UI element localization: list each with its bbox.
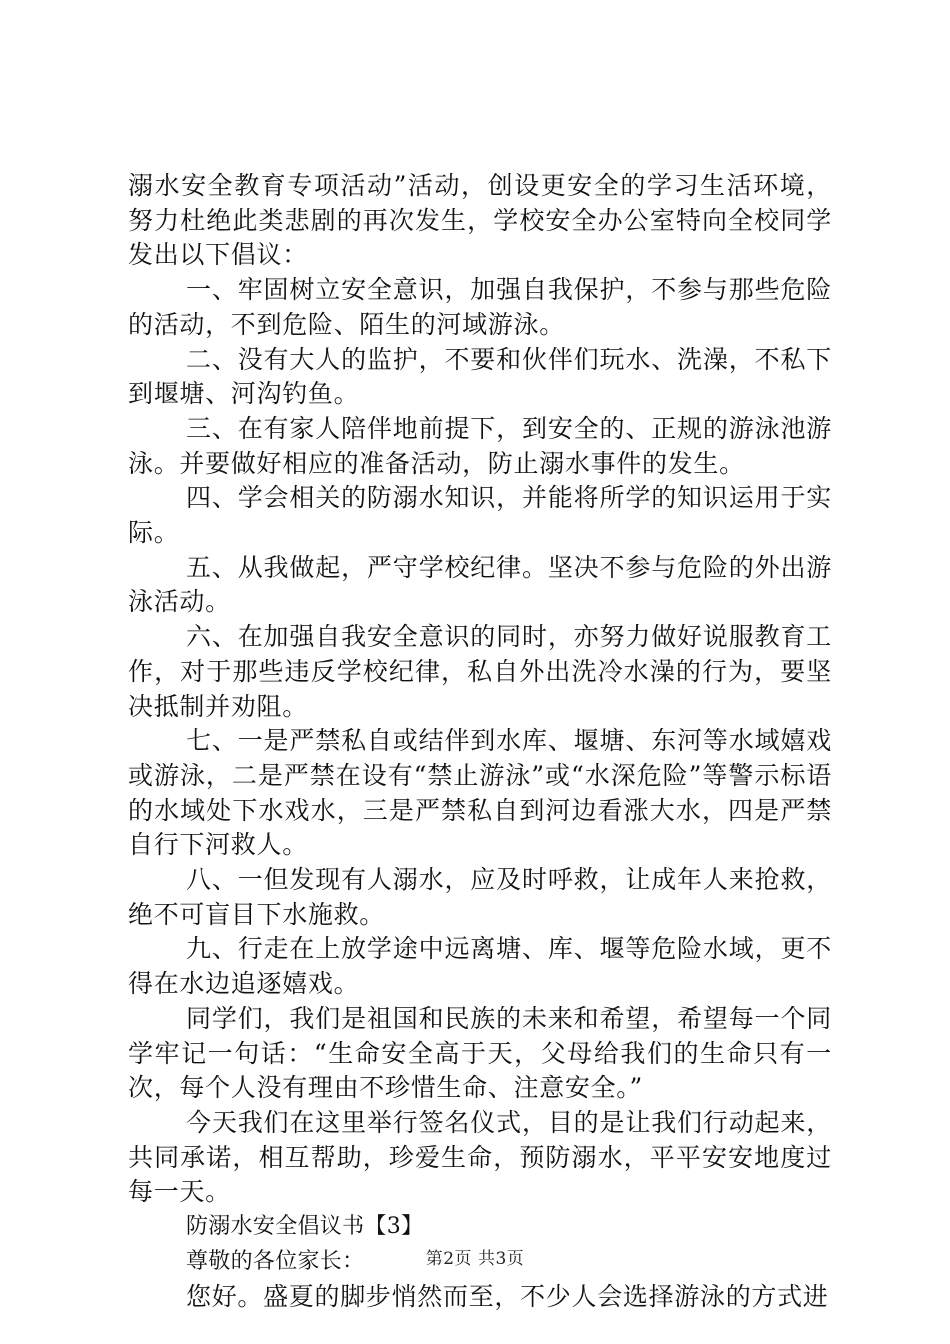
- paragraph-item-3: 三、在有家人陪伴地前提下，到安全的、正规的游泳池游泳。并要做好相应的准备活动，防止溺水事件的发生。: [128, 413, 832, 478]
- paragraph-ceremony: 今天我们在这里举行签名仪式，目的是让我们行动起来，共同承诺，相互帮助，珍爱生命，预防溺水，平平安安地度过每一天。: [128, 1107, 832, 1207]
- paragraph-opening: 您好。盛夏的脚步悄然而至，不少人会选择游泳的方式进: [186, 1281, 829, 1311]
- paragraph-intro: 溺水安全教育专项活动”活动，创设更安全的学习生活环境，努力杜绝此类悲剧的再次发生，学校安全办公室特向全校同学发出以下倡议：: [128, 171, 832, 270]
- paragraph-item-9: 九、行走在上放学途中远离塘、库、堰等危险水域，更不得在水边追逐嬉戏。: [128, 934, 832, 999]
- paragraph-item-7: 七、一是严禁私自或结伴到水库、堰塘、东河等水域嬉戏或游泳，二是严禁在设有“禁止游泳”或“水深危险”等警示标语的水域处下水戏水，三是严禁私自到河边看涨大水，四是严禁自行下河救人。: [128, 726, 832, 860]
- paragraph-item-1: 一、牢固树立安全意识，加强自我保护，不参与那些危险的活动，不到危险、陌生的河域游泳。: [128, 275, 832, 339]
- paragraph-item-8: 八、一但发现有人溺水，应及时呼救，让成年人来抢救，绝不可盲目下水施救。: [128, 865, 832, 929]
- document-body: [128, 169, 832, 1314]
- page-footer: 第2页 共3页: [425, 1249, 525, 1269]
- paragraph-appeal: 同学们，我们是祖国和民族的未来和希望，希望每一个同学牢记一句话：“生命安全高于天，父母给我们的生命只有一次，每个人没有理由不珍惜生命、注意安全。”: [128, 1003, 832, 1103]
- paragraph-item-5: 五、从我做起，严守学校纪律。坚决不参与危险的外出游泳活动。: [128, 552, 832, 617]
- paragraph-item-6: 六、在加强自我安全意识的同时，亦努力做好说服教育工作，对于那些违反学校纪律，私自外出洗冷水澡的行为，要坚决抵制并劝阻。: [128, 622, 832, 721]
- paragraph-item-2: 二、没有大人的监护，不要和伙伴们玩水、洗澡，不私下到堰塘、河沟钓鱼。: [128, 344, 832, 409]
- paragraph-item-4: 四、学会相关的防溺水知识，并能将所学的知识运用于实际。: [128, 483, 832, 548]
- section-title: 防溺水安全倡议书【3】: [186, 1214, 424, 1240]
- salutation: 尊敬的各位家长：: [186, 1248, 365, 1274]
